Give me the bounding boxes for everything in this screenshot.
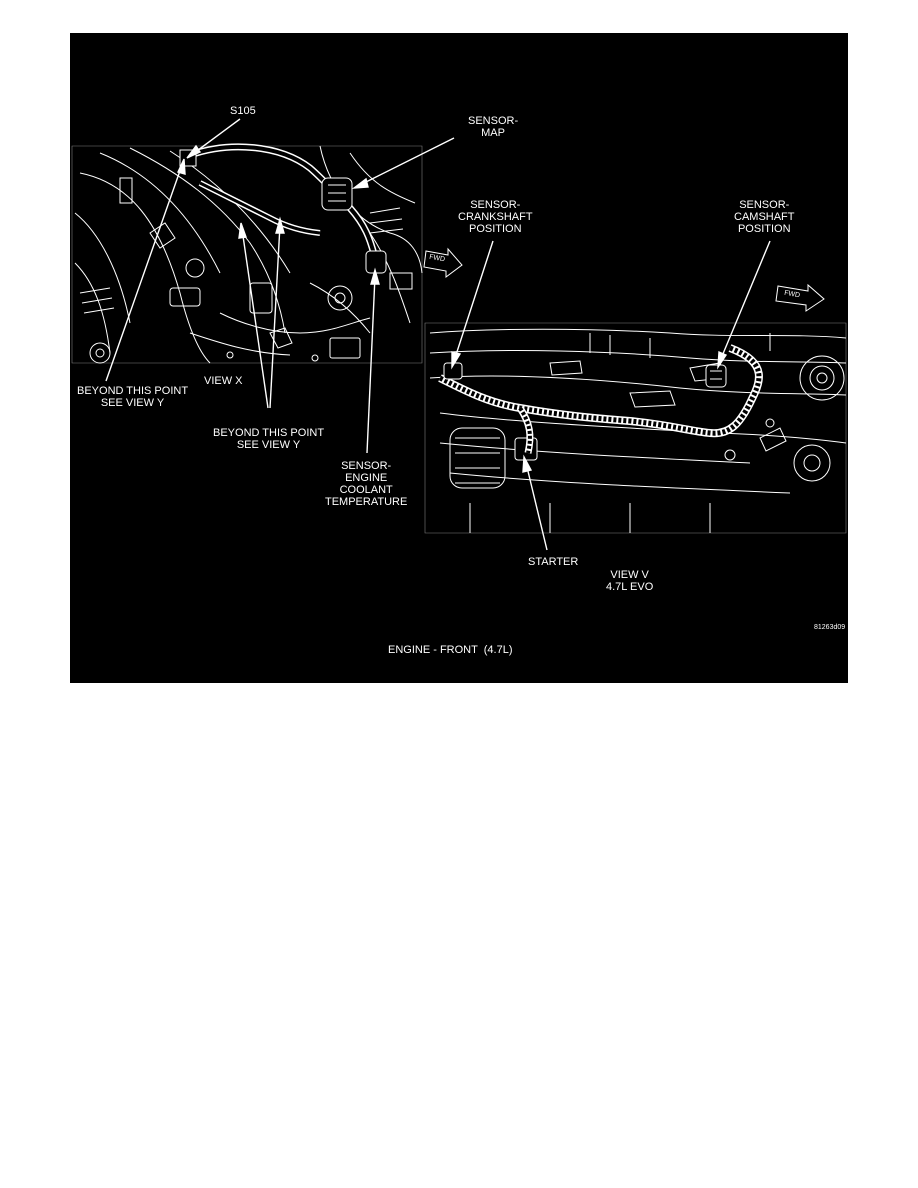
label-fwd-right: FWD — [783, 289, 801, 300]
label-beyond-this-point-center: BEYOND THIS POINT SEE VIEW Y — [213, 427, 325, 451]
label-view-v: VIEW V 4.7L EVO — [606, 569, 654, 593]
label-sensor-map: SENSOR- MAP — [468, 115, 519, 139]
figure-caption: ENGINE - FRONT (4.7L) — [388, 644, 513, 656]
label-sensor-camshaft-position: SENSOR- CAMSHAFT POSITION — [734, 199, 795, 235]
label-figure-id: 81263d09 — [814, 624, 846, 631]
label-starter: STARTER — [528, 556, 579, 568]
label-s105: S105 — [230, 105, 256, 117]
label-sensor-engine-coolant-temperature: SENSOR- ENGINE COOLANT TEMPERATURE — [325, 460, 408, 508]
engine-front-diagram — [70, 33, 848, 683]
fwd-arrow-right — [776, 285, 824, 311]
label-fwd-left: FWD — [428, 253, 446, 264]
view-v-illustration — [425, 323, 846, 533]
label-view-x: VIEW X — [204, 375, 243, 387]
label-sensor-crankshaft-position: SENSOR- CRANKSHAFT POSITION — [458, 199, 533, 235]
label-beyond-this-point-left: BEYOND THIS POINT SEE VIEW Y — [77, 385, 189, 409]
engine-illustration — [70, 33, 848, 683]
